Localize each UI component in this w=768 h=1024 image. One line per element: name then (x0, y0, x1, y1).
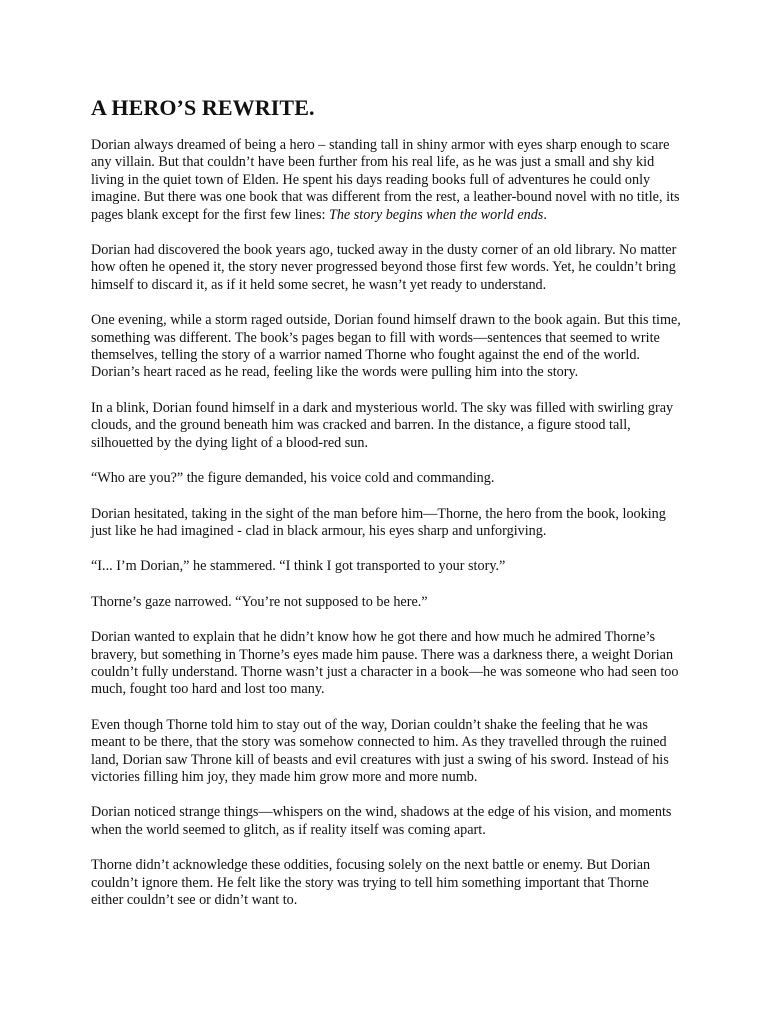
paragraph-3: One evening, while a storm raged outside, Dorian found himself drawn to the book again. But this time, something was different. The book’s pages began to fill with words—sentences that seemed to write themselves, telling the story of a warrior named Thorne who fought against the end of the world. Dorian’s heart raced as he read, feeling like the words were pulling him into the story. (91, 312, 681, 381)
document-page (91, 94, 681, 927)
paragraph-7: “I... I’m Dorian,” he stammered. “I think I got transported to your story.” (91, 558, 506, 575)
paragraph-12: Thorne didn’t acknowledge these oddities, focusing solely on the next battle or enemy. But Dorian couldn’t ignore them. He felt like the story was trying to tell him something important that Thorne either couldn’t see or didn’t want to. (91, 857, 651, 908)
paragraph-4: In a blink, Dorian found himself in a dark and mysterious world. The sky was filled with swirling gray clouds, and the ground beneath him was cracked and barren. In the distance, a figure stood tall, silhouetted by the dying light of a blood-red sun. (91, 399, 674, 451)
paragraph-6: Dorian hesitated, taking in the sight of the man before him—Thorne, the hero from the book, looking just like he had imagined - clad in black armour, his eyes sharp and unforgiving. (91, 505, 666, 539)
paragraph-italic-text: The story begins when the world ends (328, 206, 544, 223)
paragraph-9: Dorian wanted to explain that he didn’t know how he got there and how much he admired Thorne’s bravery, but something in Thorne’s eyes made him pause. There was a darkness there, a weight Dorian couldn’t fully understand. Thorne wasn’t just a character in a book—he was someone who had seen too much, fought too hard and lost too many. (91, 629, 679, 698)
paragraph-trailing-text: . (543, 206, 547, 223)
paragraph-2: Dorian had discovered the book years ago, tucked away in the dusty corner of an old library. No matter how often he opened it, the story never progressed beyond those first few words. Yet, he couldn’t bring himself to discard it, as if it held some secret, he wasn’t yet ready to understand. (91, 242, 677, 293)
paragraph-1 (91, 137, 681, 224)
paragraph-5: “Who are you?” the figure demanded, his voice cold and commanding. (91, 470, 495, 487)
paragraph-8: Thorne’s gaze narrowed. “You’re not supposed to be here.” (91, 593, 428, 610)
paragraph-11: Dorian noticed strange things—whispers on the wind, shadows at the edge of his vision, and moments when the world seemed to glitch, as if reality itself was coming apart. (91, 804, 672, 838)
document-title: A HERO’S REWRITE. (91, 95, 315, 120)
paragraph-10: Even though Thorne told him to stay out of the way, Dorian couldn’t shake the feeling that he was meant to be there, that the story was somehow connected to him. As they travelled through the ruined land, Dorian saw Throne kill of beasts and evil creatures with just a swing of his sword. Instead of his victories filling him joy, they made him grow more and more numb. (91, 716, 669, 785)
paragraph-text: Dorian always dreamed of being a hero – standing tall in shiny armor with eyes sharp enough to scare any villain. But that couldn’t have been further from his real life, as he was just a small and shy kid living in the quiet town of Elden. He spent his days reading books full of adventures he could only imagine. But there was one book that was different from the rest, a leather-bound novel with no title, its pages blank except for the first few lines: (91, 137, 680, 223)
